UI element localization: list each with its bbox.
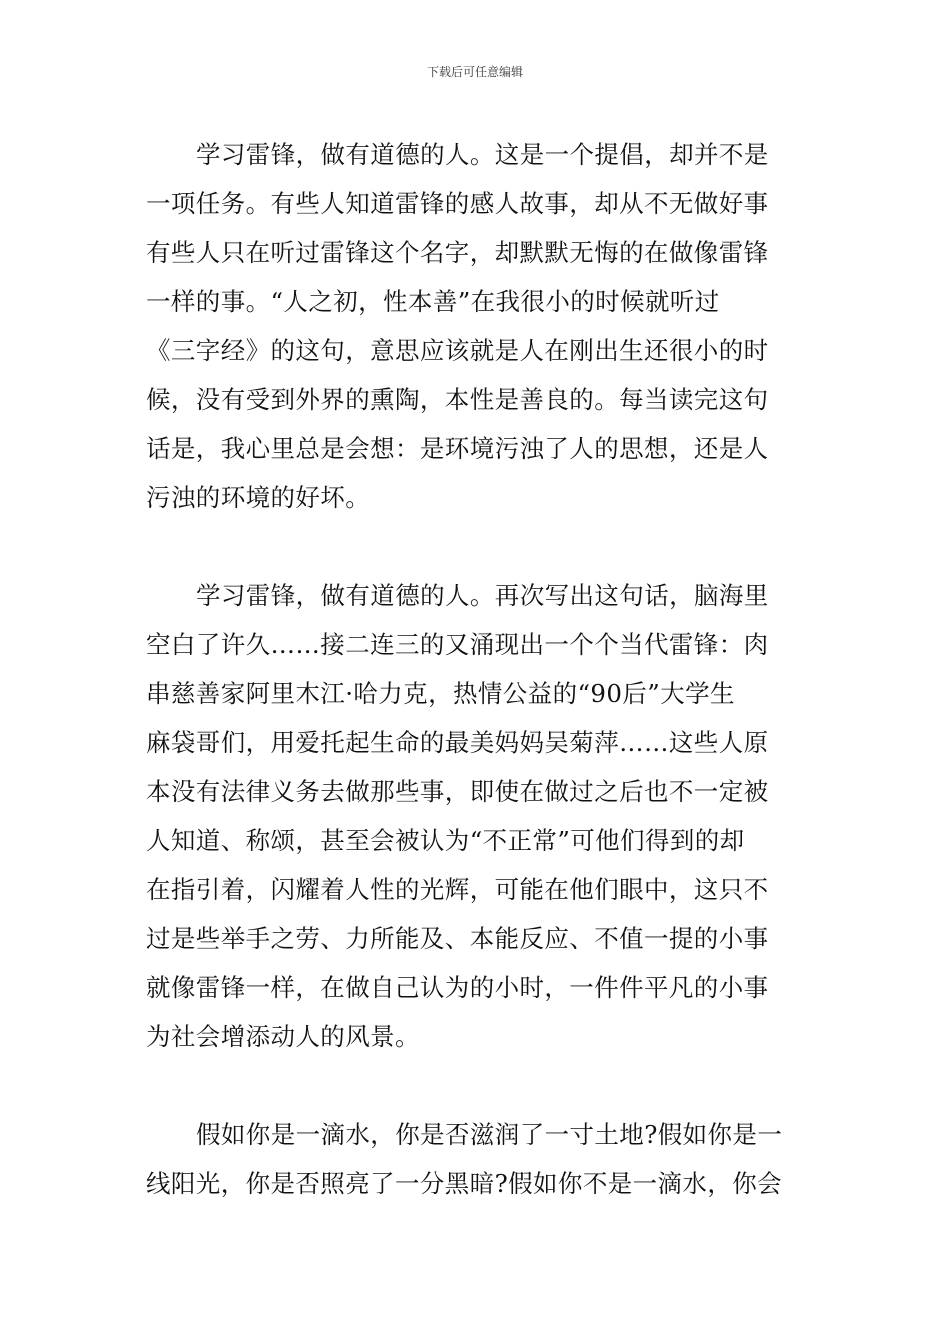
text-line: 在指引着，闪耀着人性的光辉，可能在他们眼中，这只不 — [146, 875, 769, 904]
text-line: 一项任务。有些人知道雷锋的感人故事，却从不无做好事 — [146, 189, 769, 218]
text-line: 麻袋哥们，用爱托起生命的最美妈妈吴菊萍……这些人原 — [146, 728, 769, 757]
page-header: 下载后可任意编辑 — [426, 65, 523, 79]
text-line: 线阳光，你是否照亮了一分黑暗?假如你不是一滴水，你会 — [146, 1169, 783, 1198]
paragraph-2 — [146, 571, 806, 1061]
text-line: 《三字经》的这句，意思应该就是人在刚出生还很小的时 — [146, 336, 769, 365]
paragraph-1 — [146, 130, 806, 522]
text-line: 学习雷锋，做有道德的人。这是一个提倡，却并不是 — [196, 140, 769, 169]
text-line: 为社会增添动人的风景。 — [146, 1022, 420, 1051]
text-line: 候，没有受到外界的熏陶，本性是善良的。每当读完这句 — [146, 385, 769, 414]
text-line: 一样的事。“人之初，性本善”在我很小的时候就听过 — [146, 287, 720, 316]
text-line: 就像雷锋一样，在做自己认为的小时，一件件平凡的小事 — [146, 973, 769, 1002]
text-line: 串慈善家阿里木江·哈力克，热情公益的“90后”大学生 — [146, 679, 735, 708]
text-line: 话是，我心里总是会想：是环境污浊了人的思想，还是人 — [146, 434, 769, 463]
paragraph-3 — [146, 1110, 806, 1208]
text-line: 学习雷锋，做有道德的人。再次写出这句话，脑海里 — [196, 581, 769, 610]
text-line: 污浊的环境的好坏。 — [146, 483, 371, 512]
text-line: 过是些举手之劳、力所能及、本能反应、不值一提的小事 — [146, 924, 769, 953]
text-line: 人知道、称颂，甚至会被认为“不正常”可他们得到的却 — [146, 826, 745, 855]
text-line: 有些人只在听过雷锋这个名字，却默默无悔的在做像雷锋 — [146, 238, 769, 267]
text-line: 本没有法律义务去做那些事，即使在做过之后也不一定被 — [146, 777, 769, 806]
text-line: 空白了许久……接二连三的又涌现出一个个当代雷锋：肉 — [146, 630, 769, 659]
text-line: 假如你是一滴水，你是否滋润了一寸土地?假如你是一 — [196, 1120, 783, 1149]
document-body — [146, 130, 806, 1208]
